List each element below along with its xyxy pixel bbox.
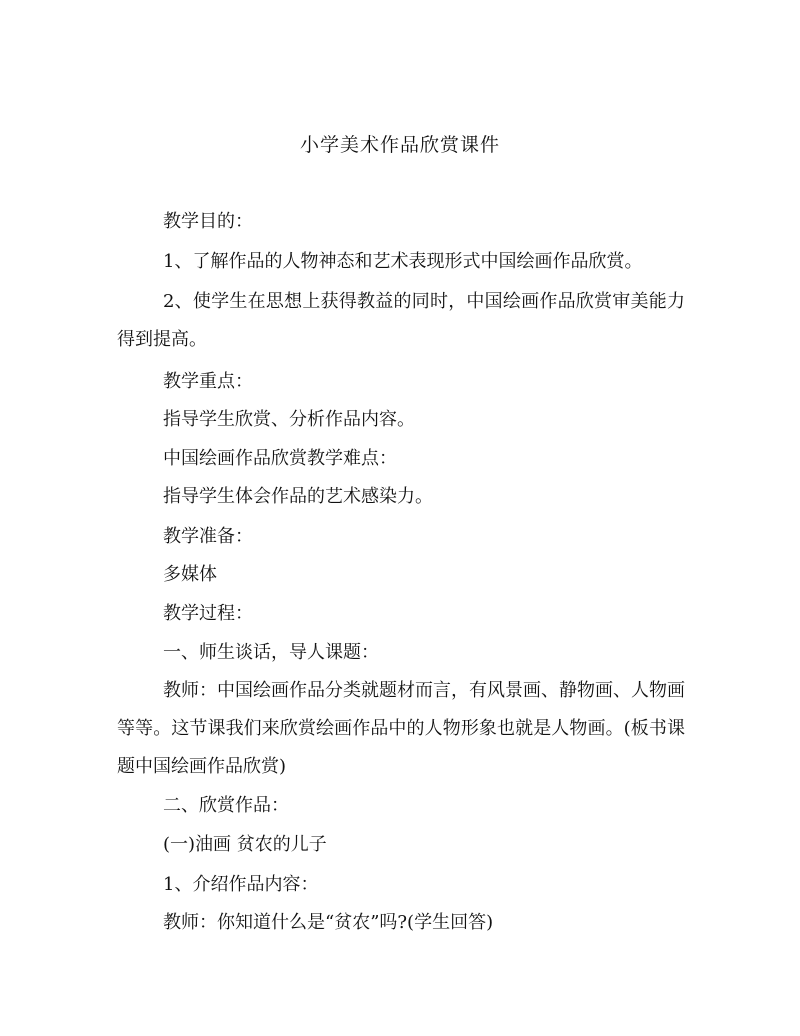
teacher-question: 教师：你知道什么是“贫农”吗?(学生回答) [163, 912, 494, 933]
section-heading-key-points: 教学重点： [163, 371, 253, 392]
section-heading-preparation: 教学准备： [163, 526, 253, 547]
section-heading-objectives: 教学目的： [163, 211, 253, 232]
teacher-intro-paragraph: 教师：中国绘画作品分类就题材而言，有风景画、静物画、人物画等等。这节课我们来欣赏绘画作品中的人物形象也就是人物画。(板书课题中国绘画作品欣赏) [117, 680, 685, 777]
artwork-heading: (一)油画 贫农的儿子 [163, 834, 327, 855]
preparation-text: 多媒体 [163, 564, 217, 585]
section-heading-process: 教学过程： [163, 603, 253, 624]
objective-item-2: 2、使学生在思想上获得教益的同时，中国绘画作品欣赏审美能力得到提高。 [117, 291, 685, 350]
process-step-2: 二、欣赏作品： [163, 795, 289, 816]
process-step-1: 一、师生谈话，导人课题： [163, 642, 379, 663]
objective-item-1: 1、了解作品的人物神态和艺术表现形式中国绘画作品欣赏。 [163, 251, 643, 272]
section-heading-difficulties: 中国绘画作品欣赏教学难点： [163, 448, 397, 469]
key-point-text: 指导学生欣赏、分析作品内容。 [163, 409, 415, 430]
artwork-intro-heading: 1、介绍作品内容： [163, 874, 319, 895]
difficulty-text: 指导学生体会作品的艺术感染力。 [163, 486, 433, 507]
document-title: 小学美术作品欣赏课件 [299, 134, 500, 156]
